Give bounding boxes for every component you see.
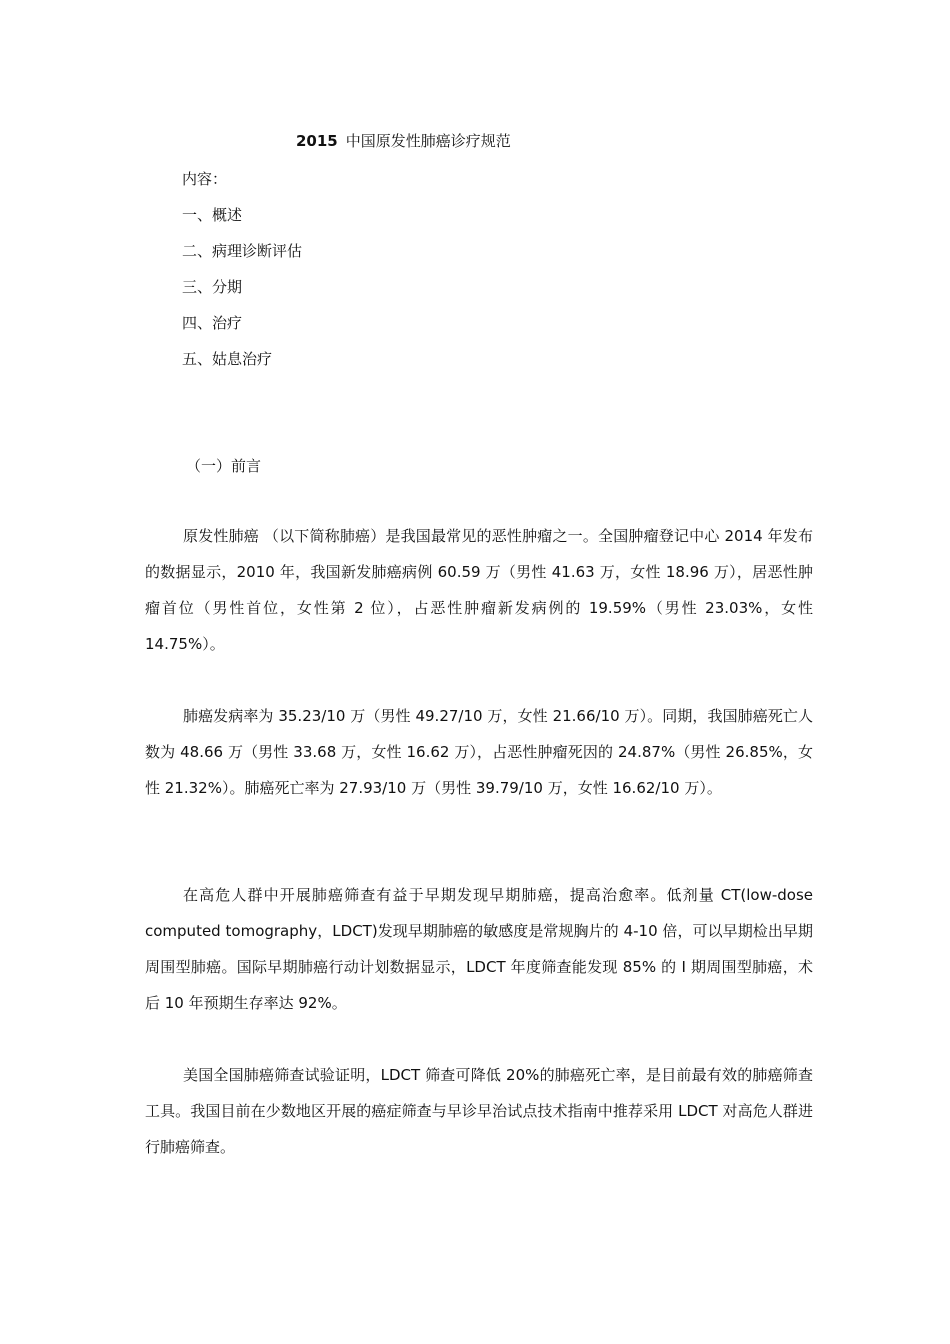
table-of-contents xyxy=(182,168,302,384)
toc-heading: 内容： xyxy=(182,170,228,188)
section-heading-preface: （一）前言 xyxy=(186,457,262,475)
toc-item: 二、病理诊断评估 xyxy=(182,242,303,260)
document-title xyxy=(296,130,511,152)
paragraph: 肺癌发病率为 35.23/10 万（男性 49.27/10 万，女性 21.66/10 万）。同期，我国肺癌死亡人数为 48.66 万（男性 33.68 万，女性 16.62 万），占恶性肿瘤死因的 24.87%（男性 26.85%，女性 21.32%）。肺癌死亡率为 27.93/10 万（男性 39.79/10 万，女性 16.62/10 万）。 xyxy=(145,707,813,797)
paragraph: 在高危人群中开展肺癌筛查有益于早期发现早期肺癌，提高治愈率。低剂量 CT(low-dose computed tomography，LDCT)发现早期肺癌的敏感度是常规胸片的 4-10 倍，可以早期检出早期周围型肺癌。国际早期肺癌行动计划数据显示，LDCT 年度筛查能发现 85% 的 I 期周围型肺癌，术后 10 年预期生存率达 92%。 xyxy=(145,886,813,1012)
toc-item: 四、治疗 xyxy=(182,314,243,332)
paragraph: 原发性肺癌 （以下简称肺癌）是我国最常见的恶性肿瘤之一。全国肿瘤登记中心 2014 年发布的数据显示，2010 年，我国新发肺癌病例 60.59 万（男性 41.63 万，女性 18.96 万），居恶性肿瘤首位（男性首位，女性第 2 位），占恶性肿瘤新发病例的 19.59%（男性 23.03%，女性 14.75%）。 xyxy=(145,527,813,653)
title-text: 中国原发性肺癌诊疗规范 xyxy=(345,132,511,150)
paragraph: 美国全国肺癌筛查试验证明，LDCT 筛查可降低 20%的肺癌死亡率，是目前最有效的肺癌筛查工具。我国目前在少数地区开展的癌症筛查与早诊早治试点技术指南中推荐采用 LDCT 对高危人群进行肺癌筛查。 xyxy=(145,1066,813,1156)
title-year: 2015 xyxy=(296,132,338,150)
toc-item: 三、分期 xyxy=(182,278,243,296)
toc-item: 一、概述 xyxy=(182,206,243,224)
toc-item: 五、姑息治疗 xyxy=(182,350,273,368)
